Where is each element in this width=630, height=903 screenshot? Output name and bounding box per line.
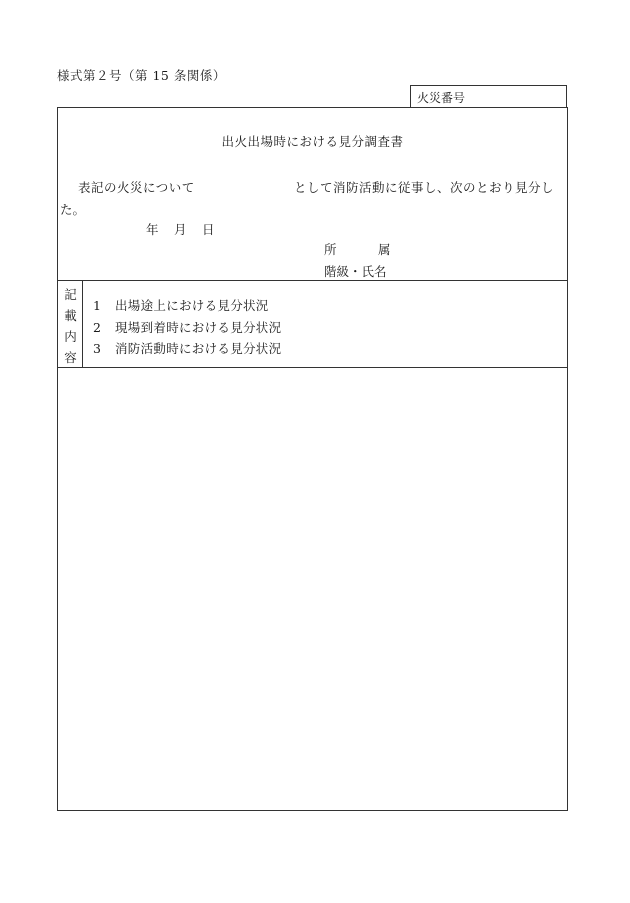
- list-item: [93, 339, 281, 357]
- statement-part-3: た。: [60, 202, 86, 217]
- affiliation-label-a: 所: [324, 242, 337, 257]
- fire-number-label: 火災番号: [417, 91, 466, 105]
- section-divider: [58, 280, 567, 281]
- fire-number-box[interactable]: [410, 85, 567, 107]
- list-item: [93, 296, 269, 314]
- entry-label-char: 容: [64, 350, 77, 365]
- rank-name-label: 階級・氏名: [324, 264, 387, 279]
- entry-label-char: 内: [64, 329, 77, 344]
- date-day: 日: [202, 222, 215, 237]
- inspection-report-form: [57, 107, 568, 811]
- list-item: [93, 318, 281, 336]
- statement-part-2: として消防活動に従事し、次のとおり見分し: [294, 180, 555, 195]
- report-body-area[interactable]: [58, 368, 567, 810]
- affiliation-label-b: 属: [378, 242, 391, 257]
- date-year: 年: [146, 222, 159, 237]
- item-text: 現場到着時における見分状況: [115, 320, 282, 335]
- form-number-label: 様式第２号（第 15 条関係）: [57, 68, 226, 83]
- entry-content-label: [58, 281, 83, 367]
- item-number: 2: [93, 320, 102, 335]
- statement-part-1: 表記の火災について: [78, 180, 195, 195]
- item-number: 1: [93, 298, 102, 313]
- entry-label-char: 載: [64, 308, 77, 323]
- item-text: 出場途上における見分状況: [115, 298, 269, 313]
- document-title: 出火出場時における見分調査書: [221, 134, 404, 149]
- item-text: 消防活動時における見分状況: [115, 341, 282, 356]
- date-month: 月: [174, 222, 187, 237]
- entry-label-char: 記: [64, 287, 77, 302]
- item-number: 3: [93, 341, 102, 356]
